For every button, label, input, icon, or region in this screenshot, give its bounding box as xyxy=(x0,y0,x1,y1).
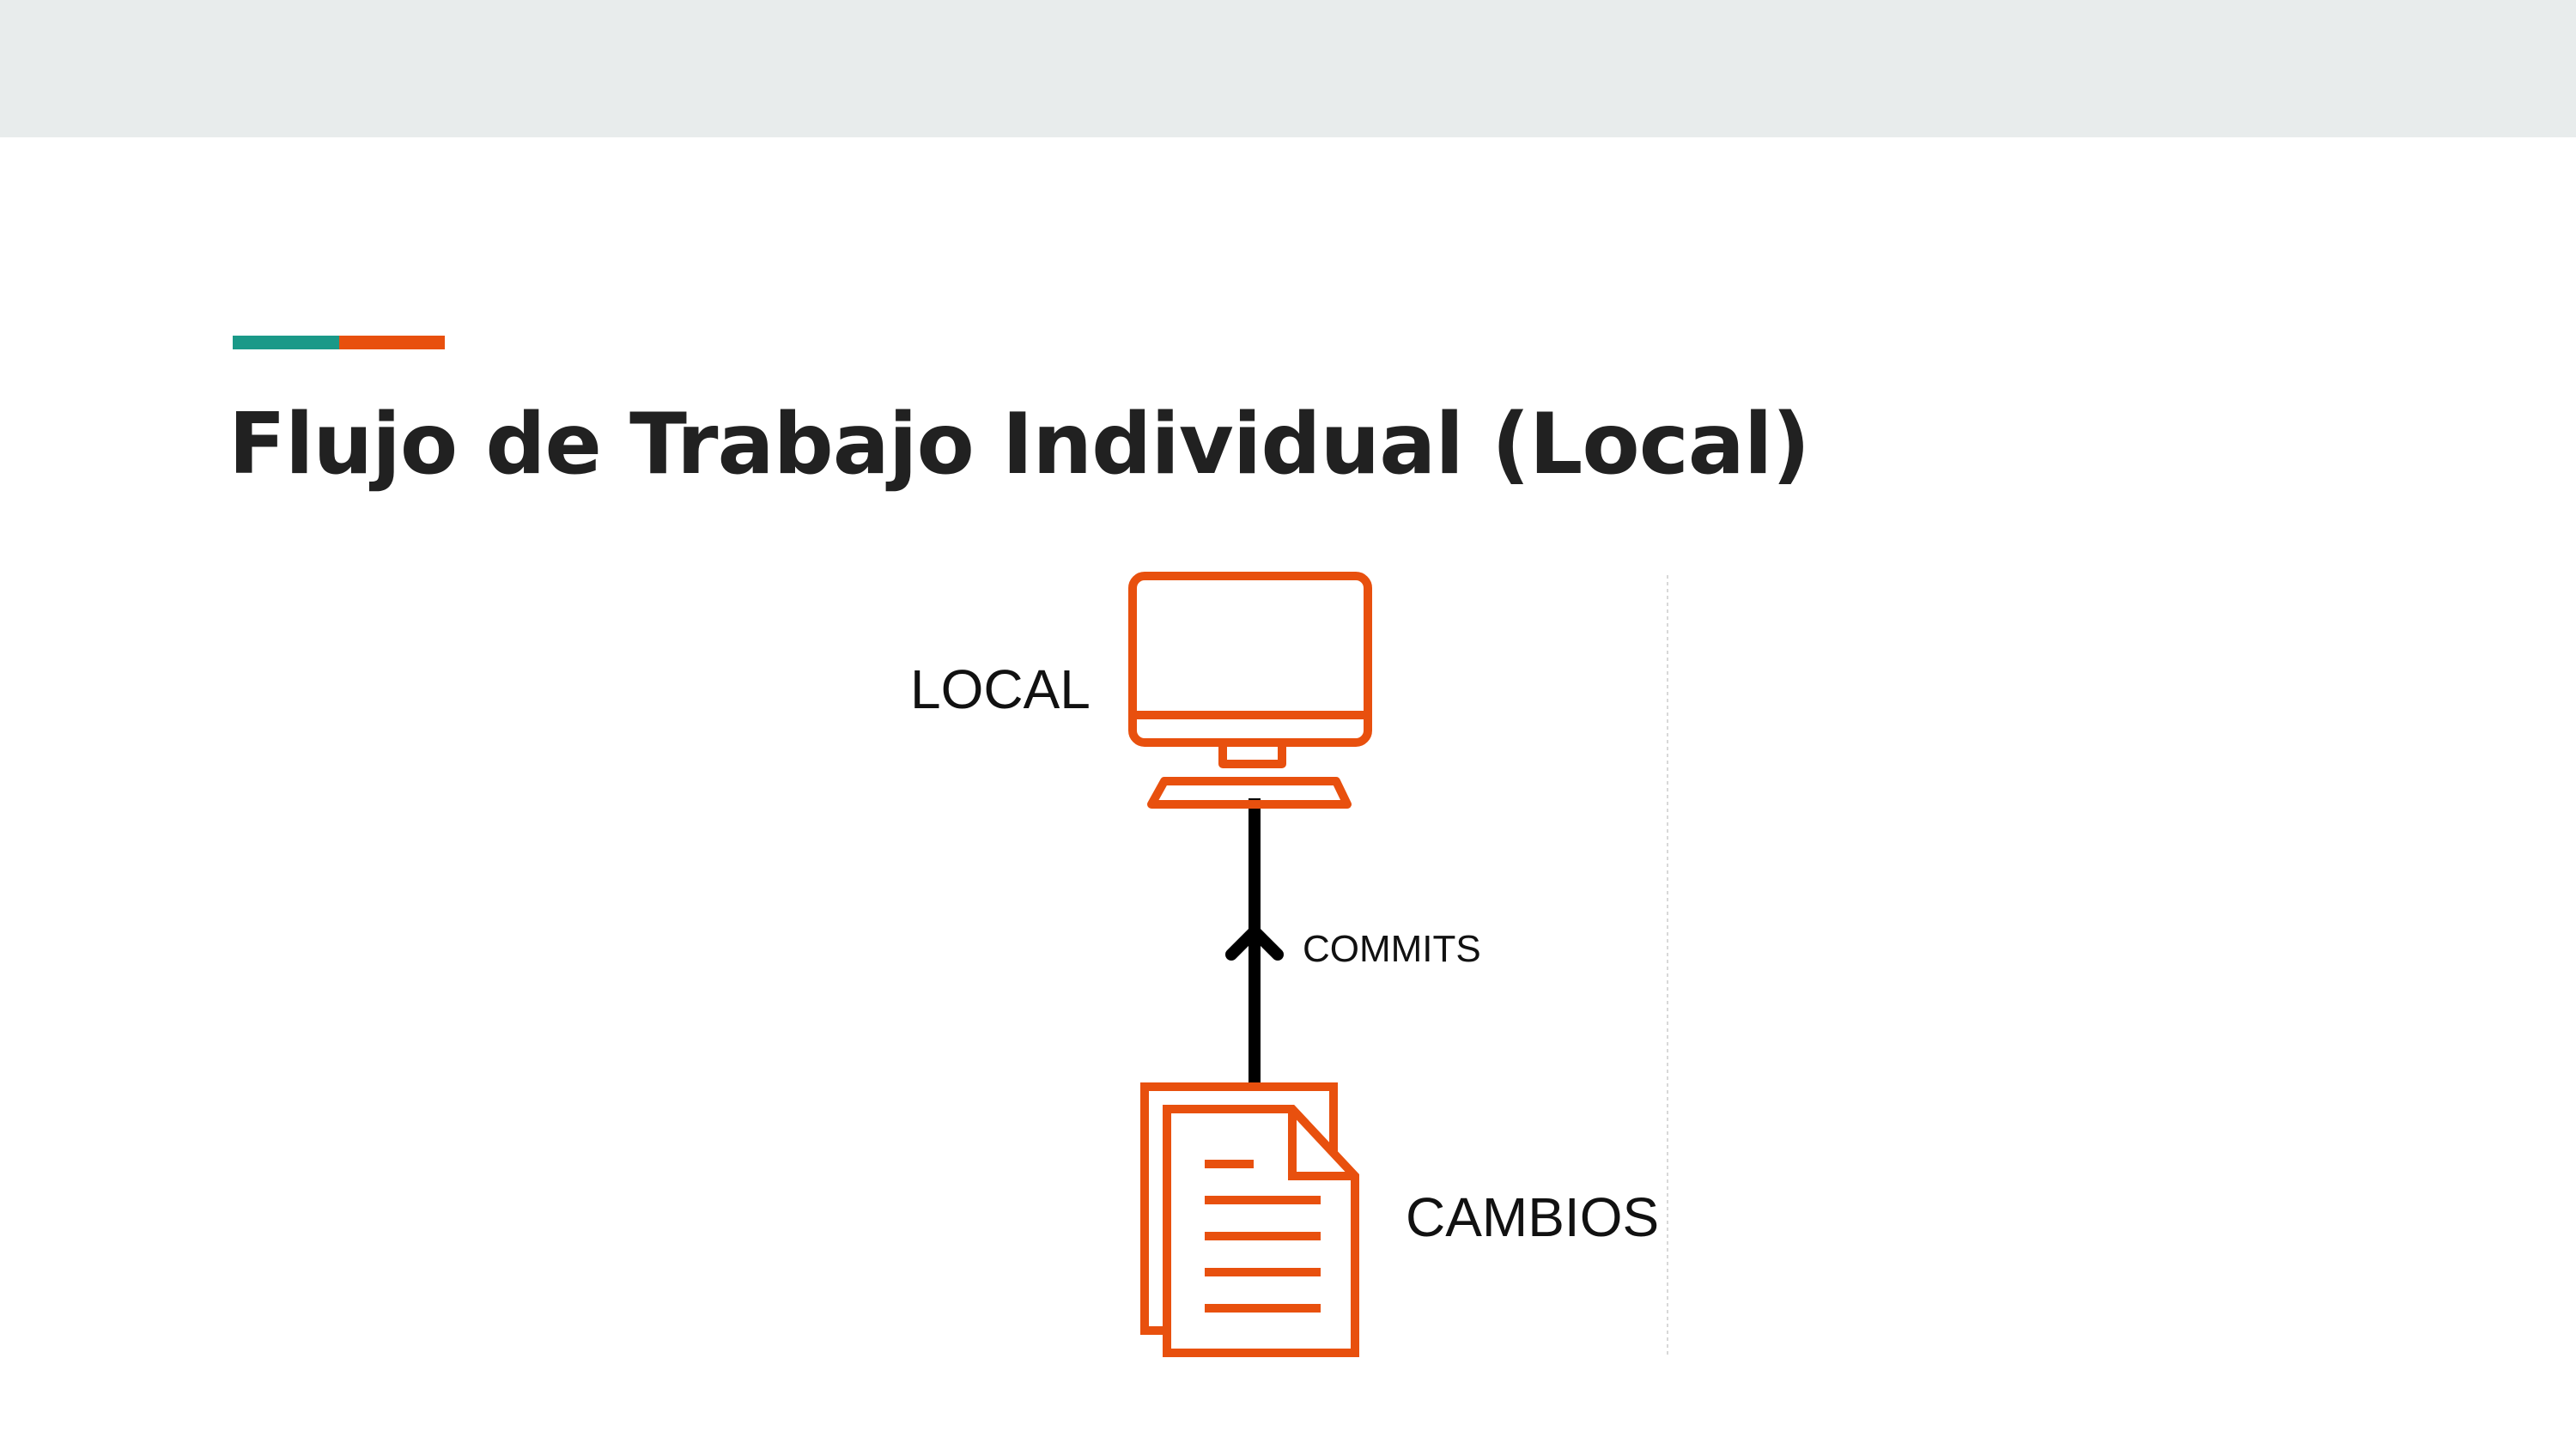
commits-label: COMMITS xyxy=(1303,928,1481,970)
documents-icon xyxy=(1145,1087,1355,1353)
desktop-computer-icon xyxy=(1133,576,1368,804)
local-label: LOCAL xyxy=(910,658,1091,720)
slide-title: Flujo de Trabajo Individual (Local) xyxy=(228,396,1810,494)
changes-label: CAMBIOS xyxy=(1406,1186,1660,1248)
